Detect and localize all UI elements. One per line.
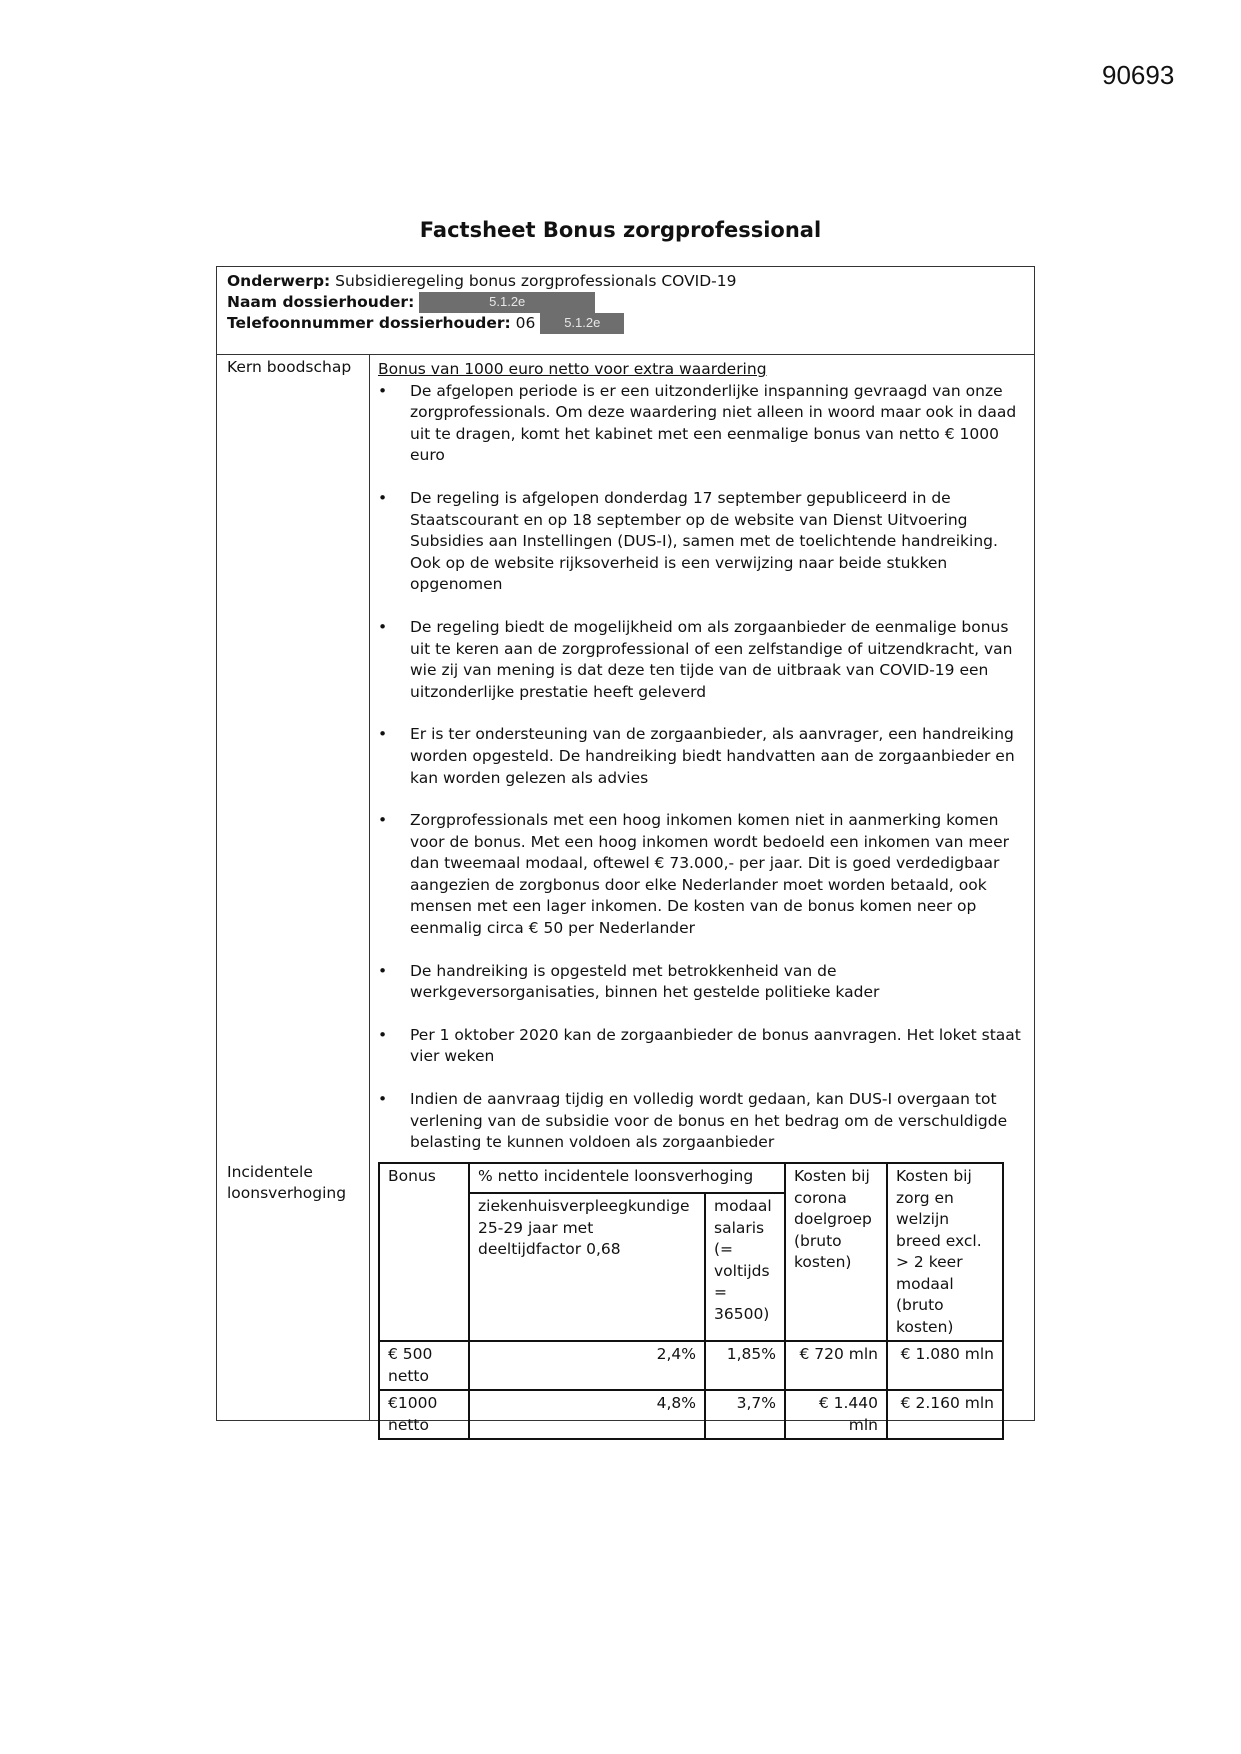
header-pct: % netto incidentele loonsverhoging — [469, 1163, 785, 1193]
bullet-item: • Zorgprofessionals met een hoog inkomen komen niet in aanmerking komen voor de bonus. Met een hoog inkomen wordt bedoeld een inkomen van meer dan tweemaal modaal, oftewel € 73.000,- per jaar. Dit is goed verdedigbaar aangezien de zorgbonus door elke Nederlander moet worden betaald, ook mensen met een lager inkomen. De kosten van de bonus komen neer op eenmalig circa € 50 per Nederlander — [378, 810, 1028, 940]
bullet-item: • Indien de aanvraag tijdig en volledig wordt gedaan, kan DUS-I overgaan tot verlening van de subsidie voor de bonus en het bedrag om de verschuldigde belasting te kunnen voldoen als zorgaanbieder — [378, 1089, 1028, 1154]
telefoon-line — [227, 313, 1034, 334]
cell-modaal: 1,85% — [705, 1341, 785, 1390]
table-row — [379, 1390, 1003, 1439]
cell-kosten-zorg: € 2.160 mln — [887, 1390, 1003, 1439]
table-header-row — [379, 1163, 1003, 1193]
document-number: 90693 — [1102, 60, 1175, 90]
factsheet-table — [216, 266, 1035, 1434]
cell-ziekenhuis: 4,8% — [469, 1390, 705, 1439]
telefoon-label: Telefoonnummer dossierhouder: — [227, 314, 511, 332]
incidentele-label: Incidentele loonsverhoging — [227, 1163, 347, 1202]
header-bonus: Bonus — [379, 1163, 469, 1341]
page-title: Factsheet Bonus zorgprofessional — [419, 218, 822, 242]
kern-label: Kern boodschap — [227, 358, 352, 376]
subheader-modaal: modaal salaris (= voltijds = 36500) — [705, 1193, 785, 1341]
naam-label: Naam dossierhouder: — [227, 293, 415, 311]
naam-line — [227, 292, 1034, 313]
cell-kosten-zorg: € 1.080 mln — [887, 1341, 1003, 1390]
header-kosten-corona: Kosten bij corona doelgroep (bruto kosten) — [785, 1163, 887, 1341]
bullet-item: • De handreiking is opgesteld met betrokkenheid van de werkgeversorganisaties, binnen het gestelde politieke kader — [378, 961, 1028, 1004]
bullet-item: • Per 1 oktober 2020 kan de zorgaanbieder de bonus aanvragen. Het loket staat vier weken — [378, 1025, 1028, 1068]
cell-bonus: €1000 netto — [379, 1390, 469, 1439]
label-column — [217, 355, 370, 1420]
kern-bullets — [378, 381, 1028, 1154]
cell-modaal: 3,7% — [705, 1390, 785, 1439]
onderwerp-label: Onderwerp: — [227, 272, 331, 290]
cell-ziekenhuis: 2,4% — [469, 1341, 705, 1390]
subheader-ziekenhuis: ziekenhuisverpleegkundige 25-29 jaar met deeltijdfactor 0,68 — [469, 1193, 705, 1341]
telefoon-redaction: 5.1.2e — [540, 313, 624, 334]
bullet-item: • Er is ter ondersteuning van de zorgaanbieder, als aanvrager, een handreiking worden opgesteld. De handreiking biedt handvatten aan de zorgaanbieder en kan worden gelezen als advies — [378, 724, 1028, 789]
cell-kosten-corona: € 1.440 mln — [785, 1390, 887, 1439]
kern-heading: Bonus van 1000 euro netto voor extra waardering — [378, 360, 767, 378]
header-kosten-zorg: Kosten bij zorg en welzijn breed excl. > 2 keer modaal (bruto kosten) — [887, 1163, 1003, 1341]
loonsverhoging-table — [378, 1162, 1004, 1440]
bullet-item: • De afgelopen periode is er een uitzonderlijke inspanning gevraagd van onze zorgprofessionals. Om deze waardering niet alleen in woord maar ook in daad uit te dragen, komt het kabinet met een eenmalige bonus van netto € 1000 euro — [378, 381, 1028, 467]
header-box — [217, 267, 1034, 355]
onderwerp-line — [227, 271, 1034, 292]
telefoon-prefix: 06 — [510, 314, 536, 332]
kern-content — [378, 359, 1028, 1175]
table-row — [379, 1341, 1003, 1390]
bullet-item: • De regeling biedt de mogelijkheid om als zorgaanbieder de eenmalige bonus uit te keren aan de zorgprofessional of een zelfstandige of uitzendkracht, van wie zij van mening is dat deze ten tijde van de uitbraak van COVID-19 een uitzonderlijke prestatie heeft geleverd — [378, 617, 1028, 703]
cell-bonus: € 500 netto — [379, 1341, 469, 1390]
naam-redaction: 5.1.2e — [419, 292, 595, 313]
cell-kosten-corona: € 720 mln — [785, 1341, 887, 1390]
onderwerp-value: Subsidieregeling bonus zorgprofessionals COVID-19 — [330, 272, 737, 290]
bullet-item: • De regeling is afgelopen donderdag 17 september gepubliceerd in de Staatscourant en op 18 september op de website van Dienst Uitvoering Subsidies aan Instellingen (DUS-I), samen met de toelichtende handreiking. Ook op de website rijksoverheid is een verwijzing naar beide stukken opgenomen — [378, 488, 1028, 596]
